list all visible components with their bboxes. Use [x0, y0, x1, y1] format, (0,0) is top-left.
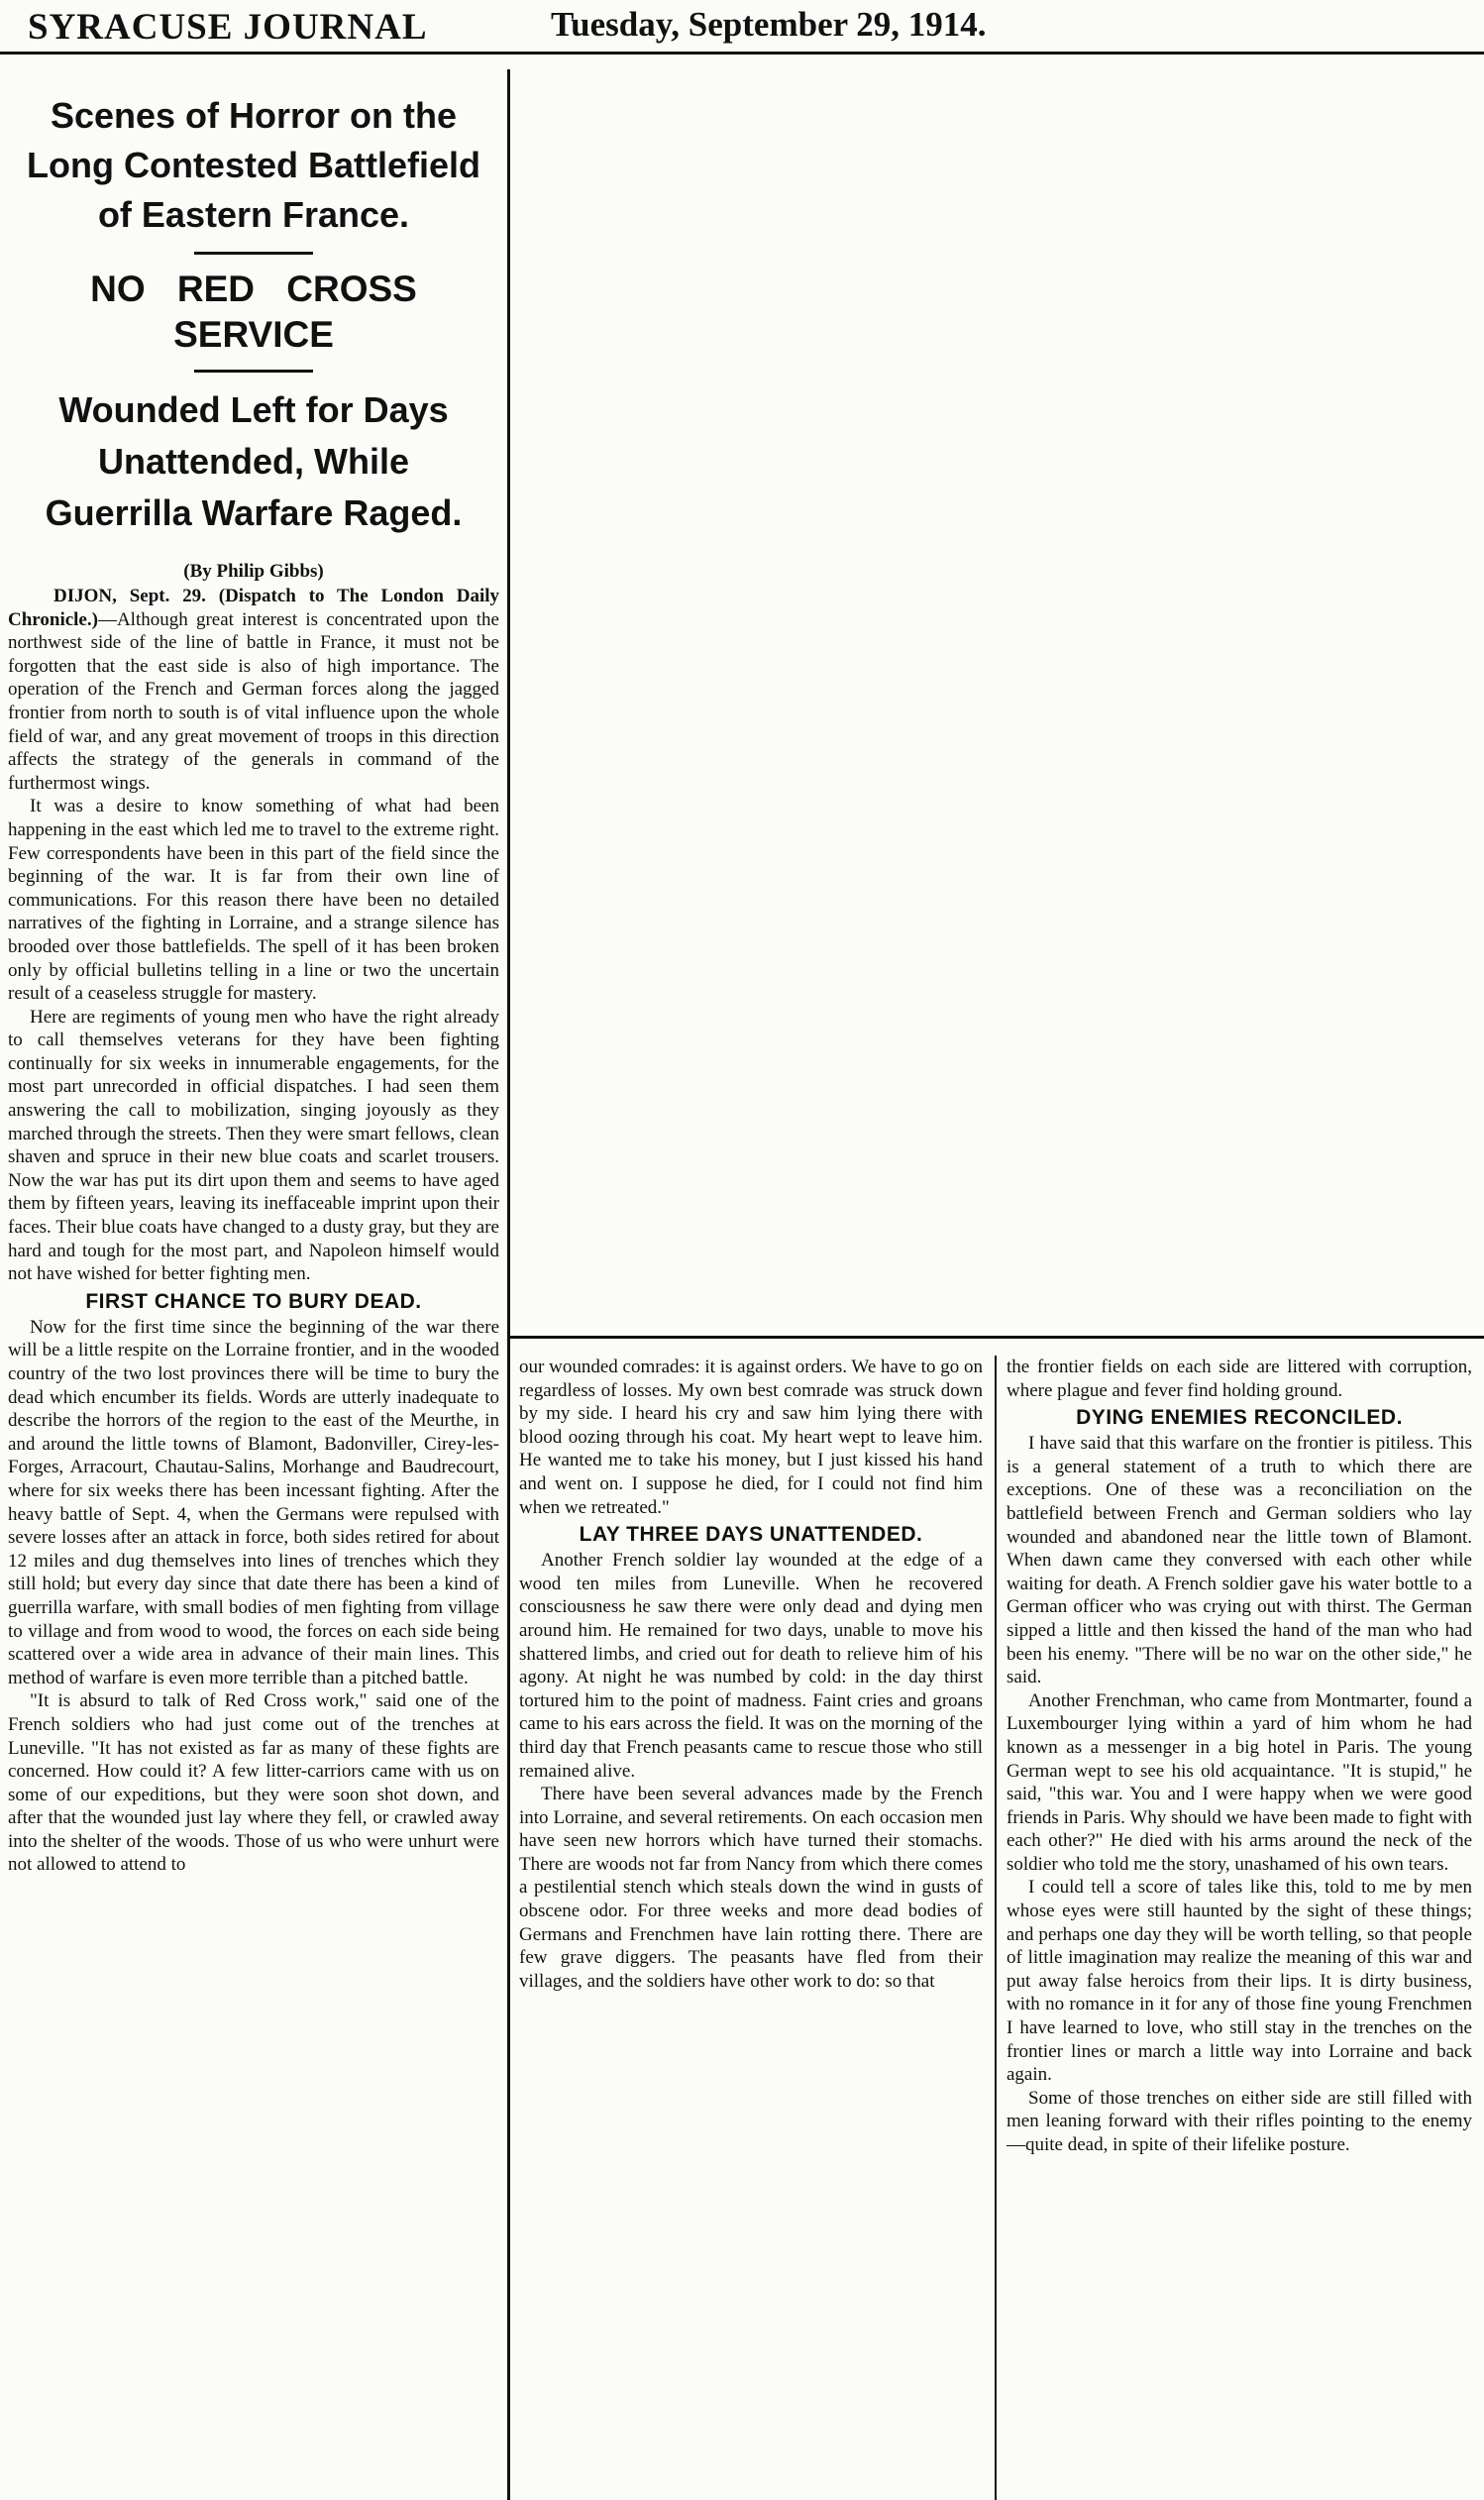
- masthead: [0, 0, 1484, 54]
- article-column-2: [507, 1356, 997, 2500]
- newspaper-name: SYRACUSE JOURNAL: [28, 7, 428, 48]
- headline-rule: [194, 370, 313, 373]
- third-headline: Wounded Left for Days Unattended, While Guerrilla Warfare Raged.: [45, 389, 463, 533]
- article-paragraph: I could tell a score of tales like this, told to me by men whose eyes were still haunted by the sight of these things; and perhaps one day they will be worth telling, so that people of little imagination may realize the meaning of this war and put away false heroics from their lips. It is dirty business, with no romance in it for any of those fine young Frenchmen I have learned to love, who still stay in the trenches on the frontier lines or march a little way into Lorraine and back again.: [1007, 1877, 1472, 2086]
- headline-rule: [194, 252, 313, 255]
- second-headline: NO RED CROSS SERVICE: [90, 269, 417, 355]
- dateline: DIJON, Sept. 29. (Dispatch to The London Daily Chronicle.): [8, 586, 499, 630]
- article-paragraph: Here are regiments of young men who have the right already to call themselves veterans for they have been fighting continually for six weeks in innumerable engagements, for the most part unrecorded in official dispatches. I had seen them answering the call to mobilization, singing joyously as they marched through the streets. Then they were smart fellows, clean shaven and spruce in their new blue coats and scarlet trousers. Now the war has put its dirt upon them and seems to have aged them by fifteen years, leaving its ineffaceable imprint upon their faces. Their blue coats have changed to a dusty gray, but they are hard and tough for the most part, and Napoleon himself would not have wished for better fighting men.: [8, 1006, 499, 1285]
- article-paragraph: It was a desire to know something of what had been happening in the east which led me to travel to the extreme right. Few correspondents have been in this part of the field since the beginning of the war. It is far from their own line of communications. For this reason there have been no detailed narratives of the fighting in Lorraine, and a strange silence has brooded over those battlefields. The spell of it has been broken only by official bulletins telling in a line or two the uncertain result of a ceaseless struggle for mastery.: [8, 796, 499, 1005]
- article-paragraph: I have said that this warfare on the frontier is pitiless. This is a general statement of a truth to which there are exceptions. One of these was a reconciliation on the battlefield between French and German soldiers who lay wounded and abandoned near the little town of Blamont. When dawn came they conversed with each other while waiting for death. A French soldier gave his water bottle to a German officer who was crying out with thirst. The German sipped a little and then kissed the hand of the man who had been his enemy. "There will be no war on the other side," he said.: [1007, 1433, 1472, 1688]
- article-paragraph: Another Frenchman, who came from Montmarter, found a Luxembourger lying within a yard of him whom he had known as a messenger in a big hotel in Paris. The young German wept to see his old acquaintance. "It is stupid," he said, "this war. You and I were happy when we were good friends in Paris. Why should we have been made to fight with each other?" He died with his arms around the neck of the soldier who told me the story, unashamed of his own tears.: [1007, 1689, 1472, 1875]
- article-paragraph: the frontier fields on each side are littered with corruption, where plague and fever find holding ground.: [1007, 1357, 1472, 1401]
- article-column-1: [0, 69, 510, 2500]
- byline: (By Philip Gibbs): [183, 561, 324, 582]
- article-paragraph: Now for the first time since the beginning of the war there will be a little respite on the Lorraine frontier, and in the wooded country of the two lost provinces there will be time to bury the dead which encumber its fields. Words are utterly inadequate to describe the horrors of the region to the east of the Meurthe, in and around the little towns of Blamont, Badonviller, Cirey-les-Forges, Arracourt, Chautau-Salins, Morhange and Baudrecourt, where for six weeks there has been incessant fighting. After the heavy battle of Sept. 4, when the Germans were repulsed with severe losses after an attack in force, both sides retired for about 12 miles and dug themselves into lines of trenches which they still hold; but every day since that date there has been a kind of guerrilla warfare, with small bodies of men fighting from village to village and from wood to wood, the forces on each side being scattered over a wide area in advance of their main lines. This method of warfare is even more terrible than a pitched battle.: [8, 1316, 499, 1688]
- article-paragraph: [8, 585, 499, 795]
- article-paragraph: There have been several advances made by the French into Lorraine, and several retirements. On each occasion men have seen new horrors which have turned their stomachs. There are woods not far from Nancy from which there comes a pestilential stench which steals down the wind in gusts of obscene odor. For three weeks and more dead bodies of Germans and Frenchmen have lain rotting there. There are few grave diggers. The peasants have fled from their villages, and the soldiers have other work to do: so that: [519, 1784, 983, 1992]
- article-paragraph: "It is absurd to talk of Red Cross work," said one of the French soldiers who had just come out of the trenches at Luneville. "It has not existed as far as many of these fights are concerned. How could it? A few litter-carriors came with us on some of our expeditions, but they were soon shot down, and after that the wounded just lay where they fell, or crawled away into the shelter of the woods. Those of us who were unhurt were not allowed to attend to: [8, 1690, 499, 1876]
- article-paragraph: Another French soldier lay wounded at the edge of a wood ten miles from Luneville. When he recovered consciousness he saw there were only dead and dying men around him. He remained for two days, unable to move his shattered limbs, and cried out for death to relieve him of his agony. At night he was numbed by cold: in the day thirst tortured him to the point of madness. Faint cries and groans came to his ears across the field. It was on the morning of the third day that French peasants came to rescue those who still remained alive.: [519, 1550, 983, 1782]
- issue-date: Tuesday, September 29, 1914.: [551, 5, 987, 44]
- article-paragraph: our wounded comrades: it is against orders. We have to go on regardless of losses. My own best comrade was struck down by my side. I heard his cry and saw him lying there with blood oozing through his coat. My heart wept to leave him. He wanted me to take his money, but I just kissed his hand and went on. I suppose he died, for I could not find him when we retreated.": [519, 1357, 983, 1518]
- main-headline: Scenes of Horror on the Long Contested Battlefield of Eastern France.: [27, 95, 480, 235]
- subheading: LAY THREE DAYS UNATTENDED.: [579, 1523, 923, 1547]
- article-paragraph: Some of those trenches on either side are still filled with men leaning forward with their rifles pointing to the enemy—quite dead, in spite of their lifelike posture.: [1007, 2087, 1472, 2155]
- column-top-rule: [507, 1336, 1484, 1339]
- article-column-3: [995, 1356, 1484, 2500]
- subheading: DYING ENEMIES RECONCILED.: [1076, 1406, 1403, 1430]
- paragraph-text: —Although great interest is concentrated upon the northwest side of the line of battle in France, it must not be forgotten that the east side is also of high importance. The operation of the French and German forces along the jagged frontier from north to south is of vital influence upon the whole field of war, and any great movement of troops in this direction affects the strategy of the generals in command of the furthermost wings.: [8, 608, 499, 794]
- subheading: FIRST CHANCE TO BURY DEAD.: [85, 1289, 422, 1313]
